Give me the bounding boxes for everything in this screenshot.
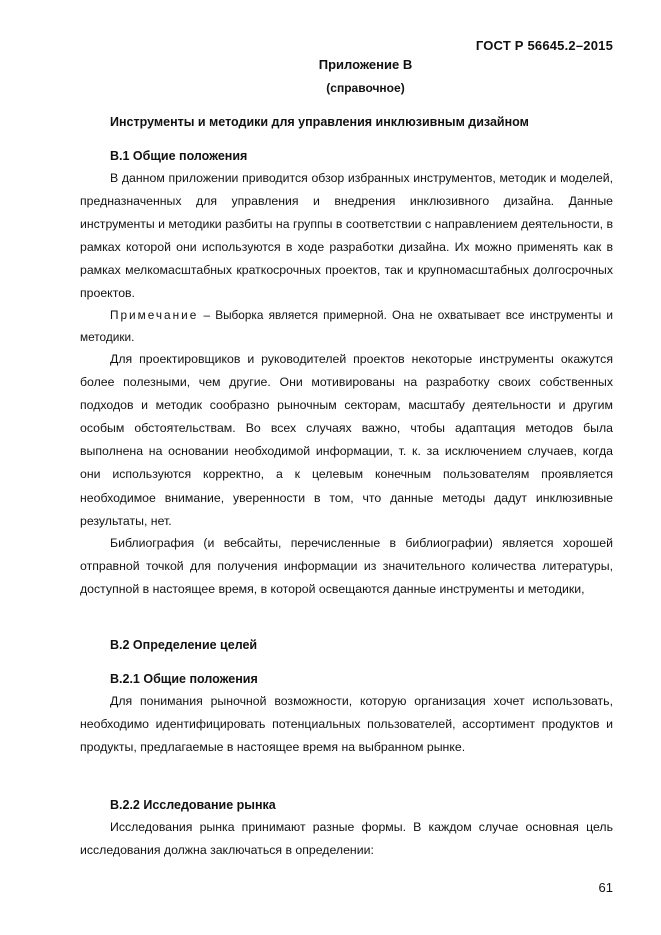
note-label: Примечание (110, 308, 199, 322)
document-code: ГОСТ Р 56645.2–2015 (475, 38, 613, 53)
paragraph: В данном приложении приводится обзор избранных инструментов, методик и моделей, предназначенных для управления и внедрения инклюзивного дизайна. Данные инструменты и методики разбиты на группы в соответствии с направлением деятельности, в рамках которой они используются в ходе разработки дизайна. Их можно применять как в рамках мелкомасштабных краткосрочных проектов, так и крупномасштабных долгосрочных проектов. (80, 171, 613, 301)
paragraph: Для проектировщиков и руководителей проектов некоторые инструменты окажутся более полезными, чем другие. Они мотивированы на разработку своих собственных подходов и методик сообразно рыночным секторам, масштабу деятельности и другим особым обстоятельствам. Во всех случаях важно, чтобы адаптация методов была выполнена на основании необходимой информации, т. к. за исключением случаев, когда они используются корректно, а к целевым конечным пользователям проявляется необходимое внимание, уверенности в том, что данные методы дадут инклюзивные результаты, нет. (80, 352, 613, 528)
section-heading-b2: В.2 Определение целей (110, 638, 258, 652)
appendix-subtitle: (справочное) (326, 81, 405, 95)
paragraph: Библиография (и вебсайты, перечисленные в библиографии) является хорошей отправной точкой для получения информации из значительного количества литературы, доступной в настоящее время, в которой освещаются данные инструменты и методики, (80, 536, 613, 597)
section-heading-b21: В.2.1 Общие положения (110, 672, 258, 686)
paragraph: Для понимания рыночной возможности, которую организация хочет использовать, необходимо идентифицировать потенциальных пользователей, ассортимент продуктов и продукты, предлагаемые в настоящее время на выбранном рынке. (80, 694, 613, 755)
note-text: – Выборка является примерной. Она не охватывает все инструменты и методики. (80, 308, 613, 344)
page-number: 61 (598, 880, 613, 895)
section-heading-b1: В.1 Общие положения (110, 149, 248, 163)
paragraph: Исследования рынка принимают разные формы. В каждом случае основная цель исследования должна заключаться в определении: (80, 820, 613, 858)
note (80, 304, 613, 348)
main-title: Инструменты и методики для управления инклюзивным дизайном (110, 115, 529, 129)
section-heading-b22: В.2.2 Исследование рынка (110, 798, 276, 812)
appendix-title: Приложение В (318, 57, 413, 72)
